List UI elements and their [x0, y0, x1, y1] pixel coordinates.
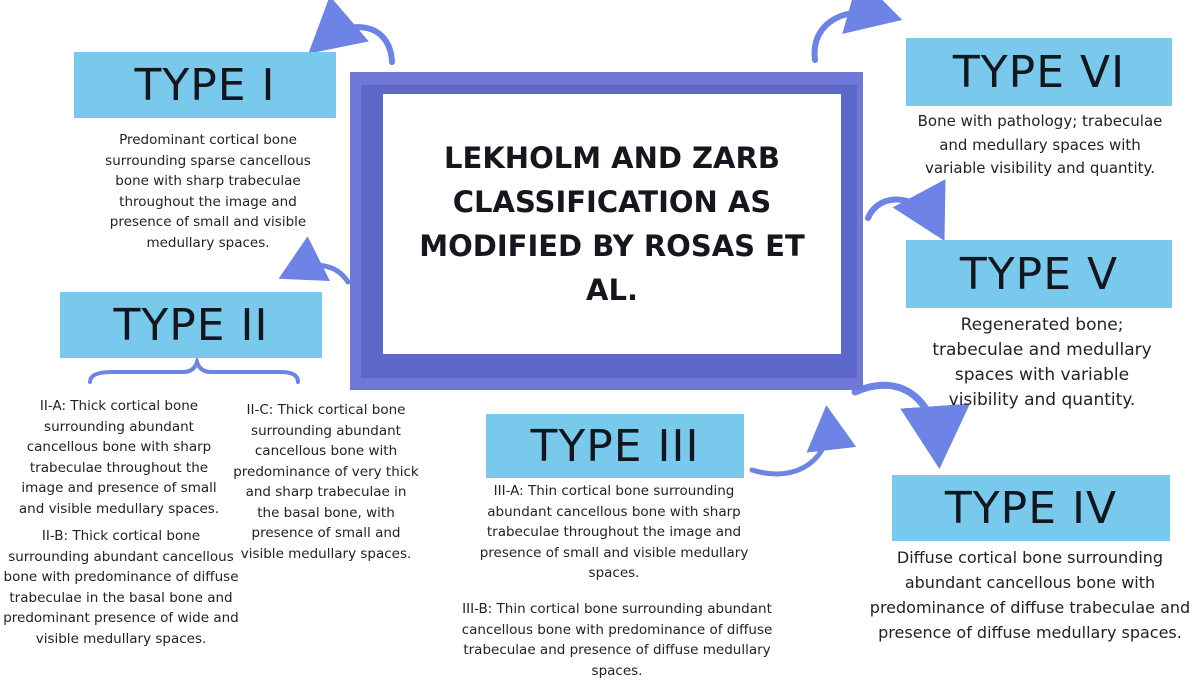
type6-description: Bone with pathology; trabeculae and medullary spaces with variable visibility and quantity. [917, 112, 1163, 177]
type4-title: TYPE IV [944, 482, 1118, 534]
center-box [383, 94, 841, 354]
type4-description: Diffuse cortical bone surrounding abundant cancellous bone with predominance of diffuse trabeculae and presence of diffuse medullary spaces. [869, 548, 1191, 642]
arrow-to-type4 [855, 385, 938, 448]
type5-title: TYPE V [959, 248, 1119, 300]
type5-tape [906, 240, 1172, 308]
type2-tape [60, 292, 322, 358]
type2a-description: II-A: Thick cortical bone surrounding abundant cancellous bone with sharp trabeculae throughout the image and presence of small and visible medullary spaces. [18, 398, 220, 517]
arrow-to-type5 [868, 200, 936, 225]
type3a-description: III-A: Thin cortical bone surrounding abundant cancellous bone with sharp trabeculae throughout the image and presence of small and visible medullary spaces. [479, 483, 749, 581]
type6-title: TYPE VI [952, 46, 1126, 98]
type1-title: TYPE I [134, 59, 276, 111]
type2-title: TYPE II [113, 299, 269, 351]
type1-description: Predominant cortical bone surrounding sparse cancellous bone with sharp trabeculae throughout the image and presence of small and visible medullary spaces. [105, 132, 311, 251]
center-title: LEKHOLM AND ZARB CLASSIFICATION AS MODIFIED BY ROSAS ET AL. [419, 141, 805, 307]
type3-tape [486, 414, 744, 478]
arrow-to-type2 [292, 265, 348, 282]
type3b-description: III-B: Thin cortical bone surrounding abundant cancellous bone with predominance of diffuse trabeculae and presence of diffuse medullary spaces. [461, 601, 773, 679]
type5-description: Regenerated bone; trabeculae and medullary spaces with variable visibility and quantity. [932, 315, 1152, 410]
type2b-description: II-B: Thick cortical bone surrounding abundant cancellous bone with predominance of diffuse trabeculae in the basal bone and predominant presence of wide and visible medullary spaces. [3, 528, 239, 647]
type1-tape [74, 52, 336, 118]
arrow-to-type6 [815, 12, 885, 60]
type4-tape [892, 475, 1170, 541]
type2c-description: II-C: Thick cortical bone surrounding abundant cancellous bone with predominance of very thick and sharp trabeculae in the basal bone, with presence of small and visible medullary spaces. [233, 402, 419, 562]
arrow-to-type3 [752, 420, 828, 474]
type2-brace [90, 362, 298, 382]
type3-title: TYPE III [530, 420, 700, 472]
type6-tape [906, 38, 1172, 106]
